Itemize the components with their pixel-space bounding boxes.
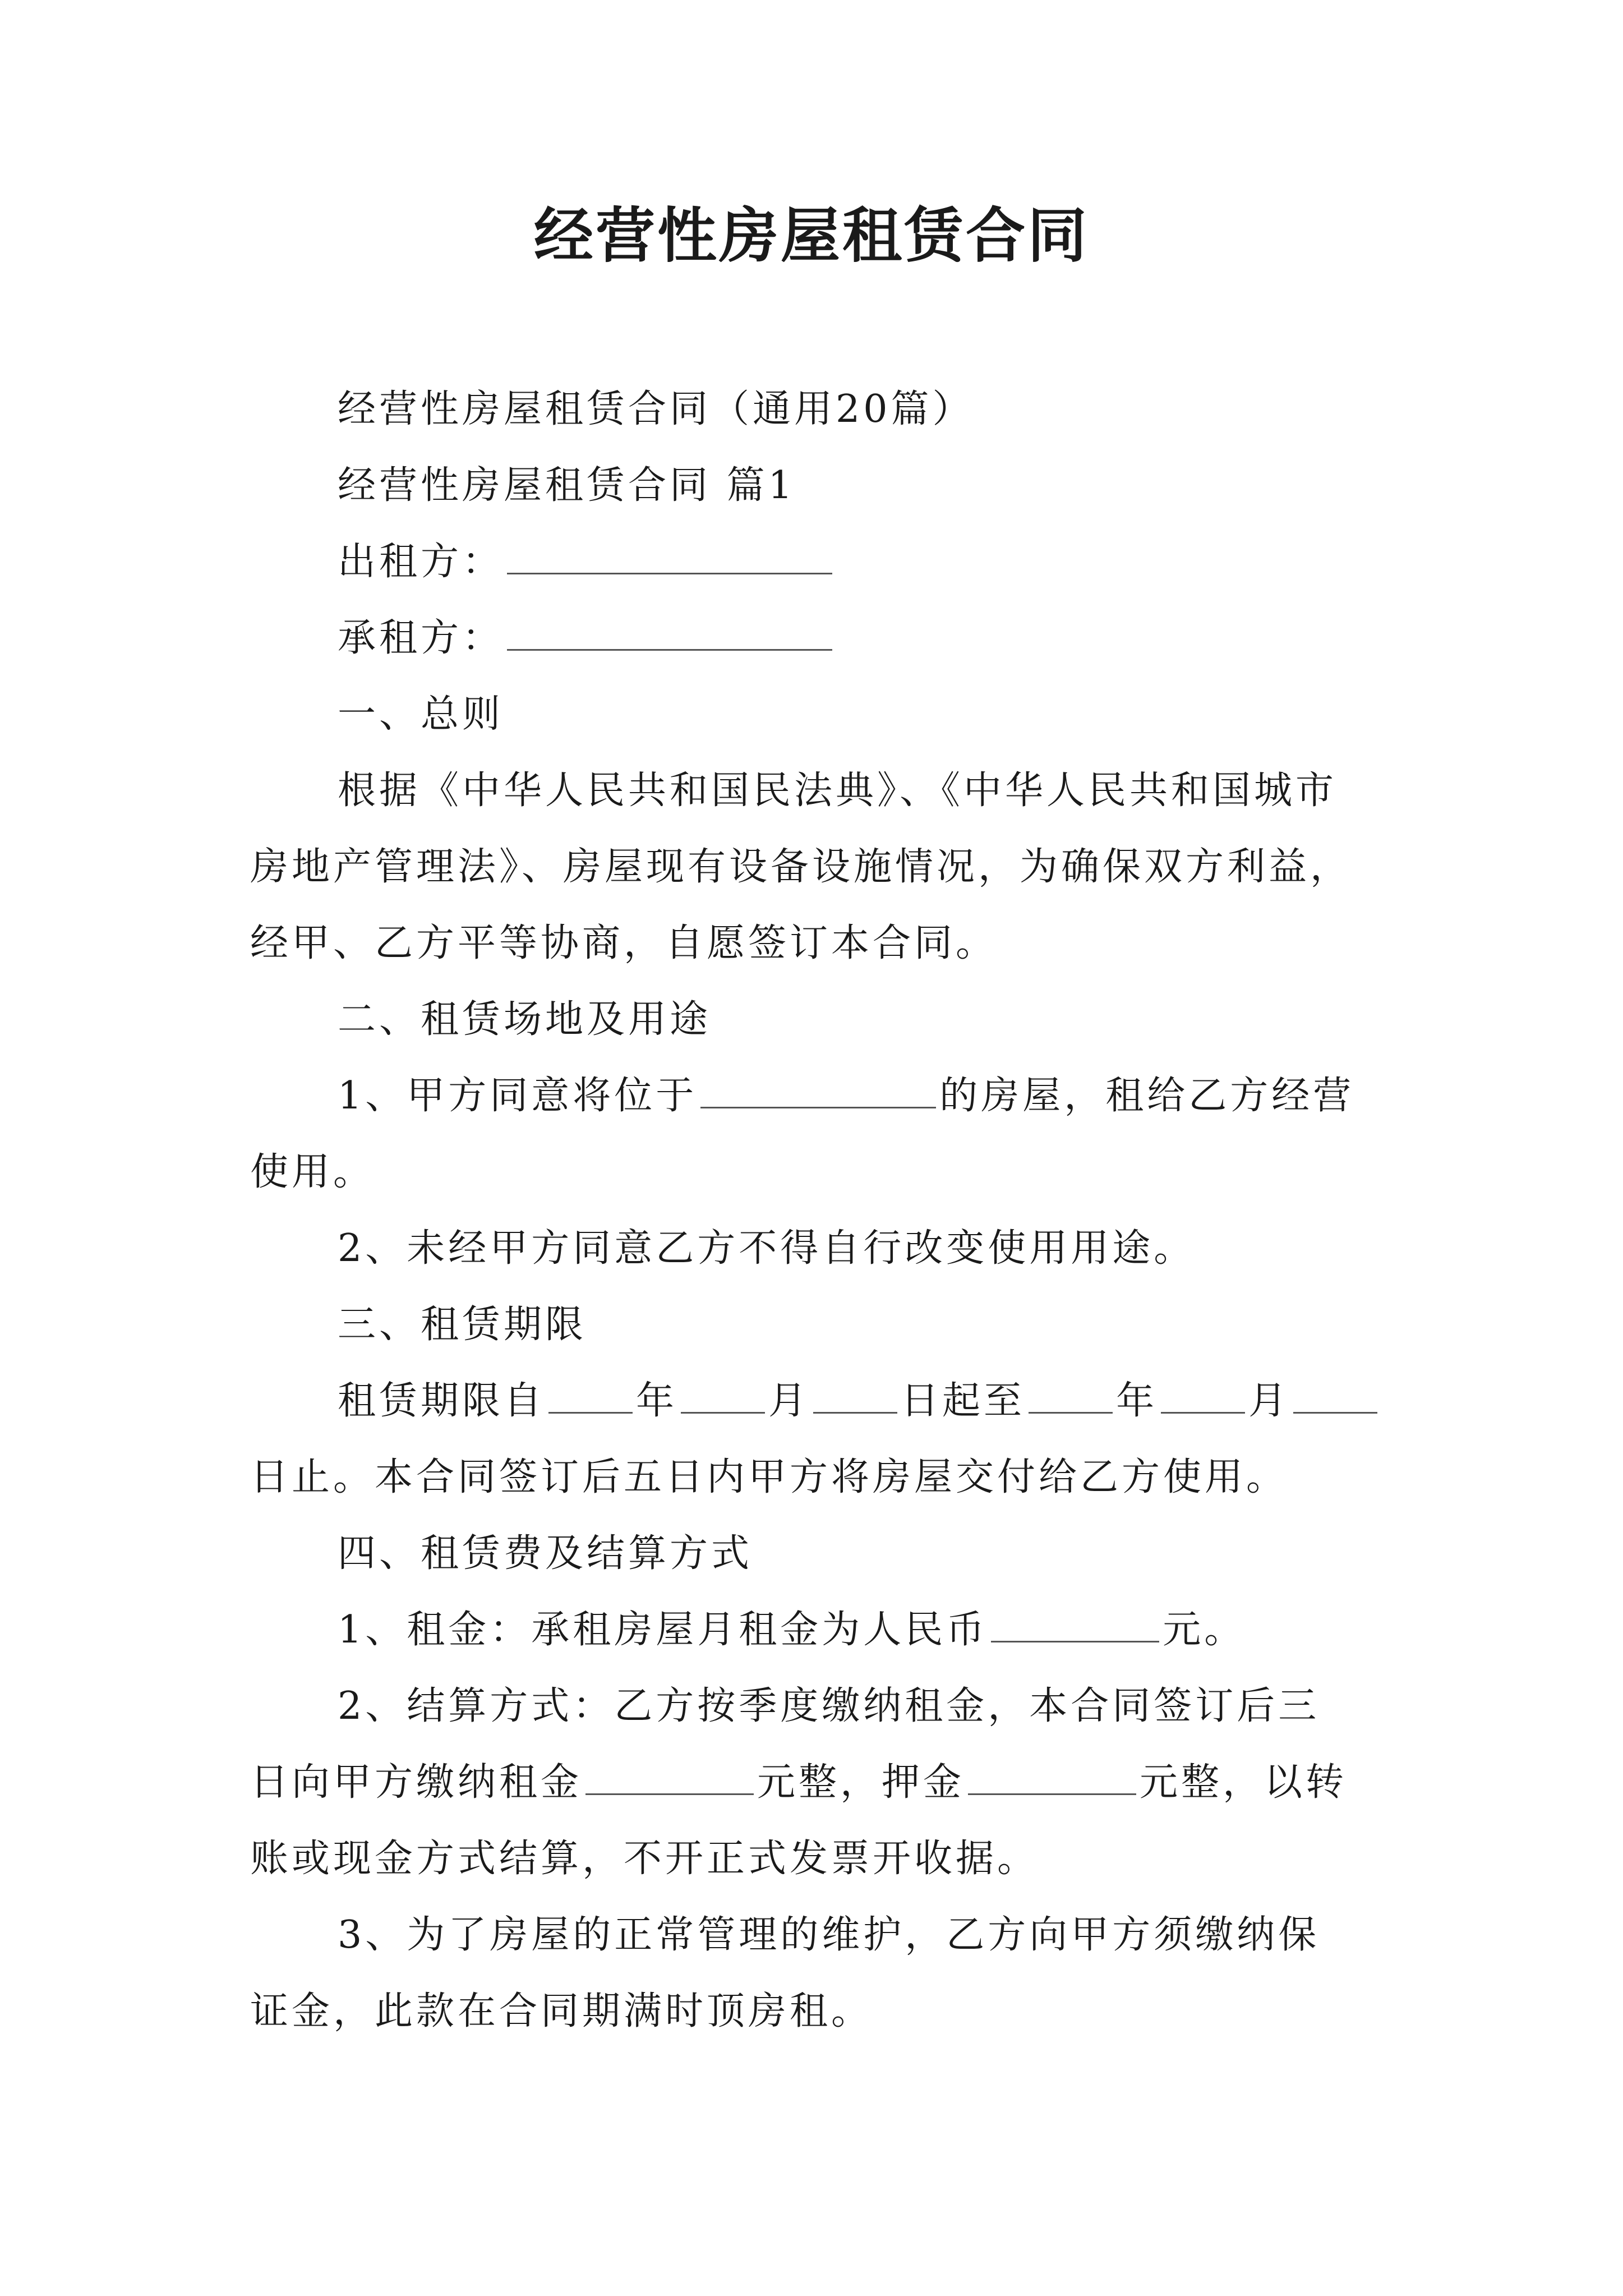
paragraph-line: 根据《中华人民共和国民法典》、《中华人民共和国城市 bbox=[338, 769, 1338, 813]
paragraph-line: 3、为了房屋的正常管理的维护，乙方向甲方须缴纳保 bbox=[338, 1913, 1320, 1957]
text-fragment: 1、租金：承租房屋月租金为人民币 bbox=[338, 1608, 988, 1652]
text-fragment: 元整，押金 bbox=[757, 1760, 965, 1805]
paragraph-line: 房地产管理法》、房屋现有设备设施情况，为确保双方利益， bbox=[250, 845, 1352, 889]
text-fragment: 元整，以转 bbox=[1140, 1760, 1348, 1805]
paragraph-line bbox=[250, 1745, 1394, 1821]
text-fragment: 年 bbox=[636, 1379, 678, 1423]
subtitle-line: 经营性房屋租赁合同（通用20篇） bbox=[338, 387, 974, 431]
clause-heading-premises: 二、租赁场地及用途 bbox=[338, 997, 712, 1042]
paragraph-line: 证金，此款在合同期满时顶房租。 bbox=[250, 1989, 873, 2033]
amount-blank bbox=[585, 1761, 754, 1795]
text-fragment: 租赁期限自 bbox=[338, 1379, 546, 1423]
paragraph-line bbox=[250, 1592, 1394, 1668]
section-heading-part1: 经营性房屋租赁合同 篇1 bbox=[338, 463, 796, 508]
paragraph-line bbox=[250, 1058, 1394, 1134]
clause-heading-term: 三、租赁期限 bbox=[338, 1303, 587, 1347]
clause-heading-rent: 四、租赁费及结算方式 bbox=[338, 1531, 753, 1576]
date-blank bbox=[548, 1379, 633, 1414]
paragraph-line: 使用。 bbox=[250, 1150, 375, 1194]
paragraph-line: 账或现金方式结算，不开正式发票开收据。 bbox=[250, 1837, 1039, 1881]
text-fragment: 的房屋，租给乙方经营 bbox=[939, 1074, 1355, 1118]
lessor-blank bbox=[507, 540, 832, 574]
date-blank bbox=[1161, 1379, 1245, 1414]
date-blank bbox=[1029, 1379, 1113, 1414]
text-fragment: 月 bbox=[1248, 1379, 1290, 1423]
text-fragment: 1、甲方同意将位于 bbox=[338, 1074, 698, 1118]
paragraph-line: 日止。本合同签订后五日内甲方将房屋交付给乙方使用。 bbox=[250, 1455, 1288, 1499]
text-fragment: 月 bbox=[768, 1379, 810, 1423]
paragraph-line bbox=[250, 1363, 1394, 1439]
text-fragment: 日起至 bbox=[901, 1379, 1026, 1423]
amount-blank bbox=[991, 1608, 1159, 1642]
date-blank bbox=[1293, 1379, 1377, 1414]
address-blank bbox=[700, 1074, 936, 1108]
lessee-blank bbox=[507, 616, 832, 651]
text-fragment: 元。 bbox=[1163, 1608, 1246, 1652]
amount-blank bbox=[968, 1761, 1136, 1795]
paragraph-line: 2、结算方式：乙方按季度缴纳租金，本合同签订后三 bbox=[338, 1684, 1320, 1728]
text-fragment: 年 bbox=[1116, 1379, 1158, 1423]
lessor-line bbox=[250, 524, 1394, 600]
lessee-line bbox=[250, 600, 1394, 677]
date-blank bbox=[813, 1379, 897, 1414]
paragraph-line: 2、未经甲方同意乙方不得自行改变使用用途。 bbox=[338, 1226, 1196, 1271]
paragraph-line: 经甲、乙方平等协商，自愿签订本合同。 bbox=[250, 921, 998, 965]
date-blank bbox=[681, 1379, 765, 1414]
lessee-label: 承租方： bbox=[338, 616, 504, 660]
lessor-label: 出租方： bbox=[338, 540, 504, 584]
document-body bbox=[250, 371, 1394, 2050]
clause-heading-general: 一、总则 bbox=[338, 692, 504, 737]
document-title: 经营性房屋租赁合同 bbox=[534, 200, 1089, 270]
text-fragment: 日向甲方缴纳租金 bbox=[250, 1760, 583, 1805]
